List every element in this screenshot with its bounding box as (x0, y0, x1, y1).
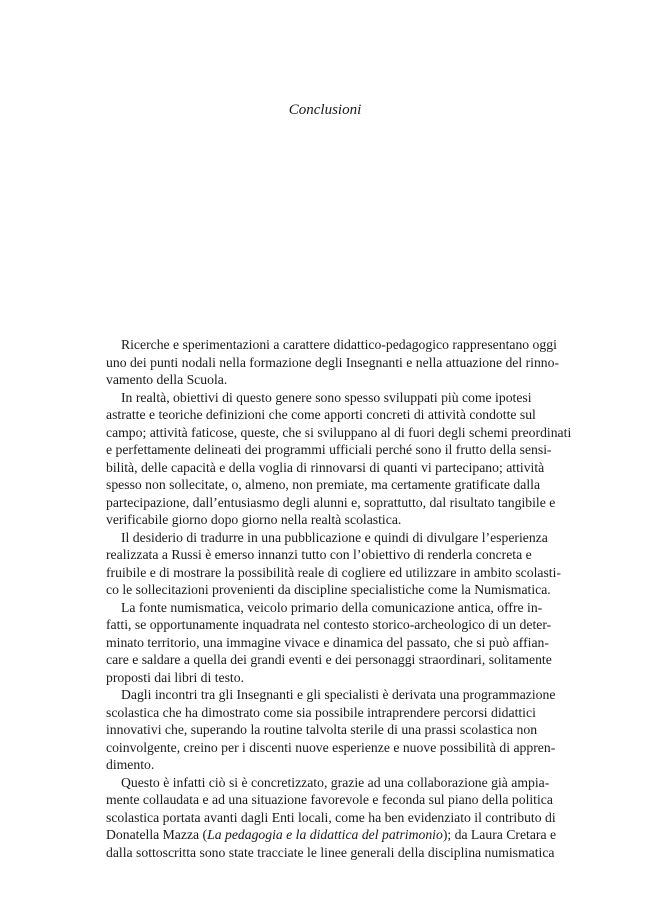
paragraph-5 (106, 686, 556, 774)
body-text (106, 336, 572, 861)
text-line: minato territorio, una immagine vivace e dinamica del passato, che si può affian- (106, 634, 549, 650)
text-line: Dagli incontri tra gli Insegnanti e gli specialisti è derivata una programmazione (121, 687, 556, 702)
paragraph-1 (106, 336, 560, 389)
text-line: campo; attività faticose, queste, che si sviluppano al di fuori degli schemi preordinati (106, 424, 572, 440)
text-line: uno dei punti nodali nella formazione degli Insegnanti e nella attuazione del rinno- (106, 354, 560, 370)
italic-book-title: La pedagogia e la didattica del patrimonio (207, 827, 443, 842)
paragraph-2 (106, 389, 572, 529)
paragraph-6 (106, 774, 557, 862)
text-line: fruibile e di mostrare la possibilità reale di cogliere ed utilizzare in ambito scolasti- (106, 564, 561, 580)
text-line: La fonte numismatica, veicolo primario della comunicazione antica, offre in- (121, 599, 543, 615)
text-line: e perfettamente delineati dei programmi ufficiali perché sono il frutto della sensi- (106, 442, 552, 457)
text-line: innovativi che, superando la routine talvolta sterile di una prassi scolastica non (106, 722, 538, 737)
text-line: vamento della Scuola. (106, 372, 228, 387)
text-line: care e saldare a quella dei grandi eventi e dei personaggi straordinari, solitamente (106, 652, 552, 667)
text-line: scolastica portata avanti dagli Enti locali, come ha ben evidenziato il contributo di (106, 809, 556, 825)
text-line: coinvolgente, creino per i discenti nuove esperienze e nuove possibilità di appren- (106, 739, 556, 755)
text-line: In realtà, obiettivi di questo genere sono spesso sviluppati più come ipotesi (121, 389, 532, 405)
text-line: dimento. (106, 757, 155, 772)
text-line: mente collaudata e ad una situazione favorevole e feconda sul piano della politica (106, 792, 553, 807)
text-line: bilità, delle capacità e della voglia di rinnovarsi di quanti vi partecipano; attività (106, 459, 545, 475)
text-fragment: ); da Laura Cretara e (442, 827, 557, 842)
text-line: Ricerche e sperimentazioni a carattere didattico-pedagogico rappresentano oggi (121, 337, 557, 352)
text-line: partecipazione, dall’entusiasmo degli alunni e, soprattutto, dal risultato tangibile e (106, 494, 556, 510)
text-fragment: Donatella Mazza ( (106, 827, 208, 842)
text-line: realizzata a Russi è emerso innanzi tutto con l’obiettivo di renderla concreta e (106, 547, 532, 562)
text-line: verificabile giorno dopo giorno nella realtà scolastica. (106, 512, 402, 527)
text-line: Il desiderio di tradurre in una pubblicazione e quindi di divulgare l’esperienza (121, 529, 548, 545)
paragraph-3 (106, 529, 561, 599)
text-line: dalla sottoscritta sono state tracciate le linee generali della disciplina numismatica (106, 844, 555, 860)
text-line: astratte e teoriche definizioni che come apporti concreti di attività condotte sul (106, 407, 536, 422)
text-line-with-title (106, 826, 557, 844)
text-line: Questo è infatti ciò si è concretizzato, grazie ad una collaborazione già ampia- (121, 774, 550, 790)
text-line: proposti dai libri di testo. (106, 669, 245, 685)
text-line: spesso non sollecitate, o, almeno, non premiate, ma certamente gratificate dalla (106, 477, 541, 492)
text-line: scolastica che ha dimostrato come sia possibile intraprendere percorsi didattici (106, 704, 536, 720)
chapter-heading: Conclusioni (288, 102, 362, 118)
text-line: fatti, se opportunamente inquadrata nel contesto storico-archeologico di un deter- (106, 617, 552, 632)
paragraph-4 (106, 599, 552, 687)
text-line: co le sollecitazioni provenienti da discipline specialistiche come la Numismatica. (106, 582, 551, 597)
